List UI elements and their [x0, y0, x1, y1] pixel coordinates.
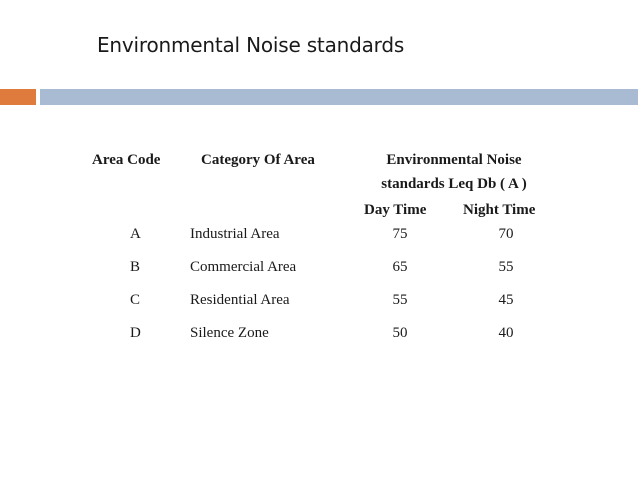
header-standards-line2: standards Leq Db ( A )	[381, 176, 527, 192]
table-cell-category: Silence Zone	[190, 325, 269, 341]
table-cell-category: Residential Area	[190, 292, 290, 308]
table-cell-code: D	[130, 325, 141, 341]
header-area-code: Area Code	[92, 152, 161, 168]
table-cell-day: 75	[392, 226, 408, 242]
table-cell-code: C	[130, 292, 141, 308]
table-cell-night: 40	[498, 325, 514, 341]
table-cell-code: A	[130, 226, 141, 242]
header-category: Category Of Area	[201, 152, 315, 168]
table-cell-code: B	[130, 259, 141, 275]
table-cell-day: 65	[392, 259, 408, 275]
table-cell-category: Industrial Area	[190, 226, 280, 242]
table-cell-day: 50	[392, 325, 408, 341]
header-night-time: Night Time	[463, 202, 536, 218]
table-cell-day: 55	[392, 292, 408, 308]
table-cell-category: Commercial Area	[190, 259, 297, 275]
table-cell-night: 45	[498, 292, 514, 308]
title-divider-bar	[40, 89, 638, 105]
title-accent-bar	[0, 89, 36, 105]
table-cell-night: 55	[498, 259, 514, 275]
header-standards-line1: Environmental Noise	[386, 152, 522, 168]
slide-title: Environmental Noise standards	[97, 33, 405, 57]
header-day-time: Day Time	[364, 202, 427, 218]
table-cell-night: 70	[498, 226, 514, 242]
